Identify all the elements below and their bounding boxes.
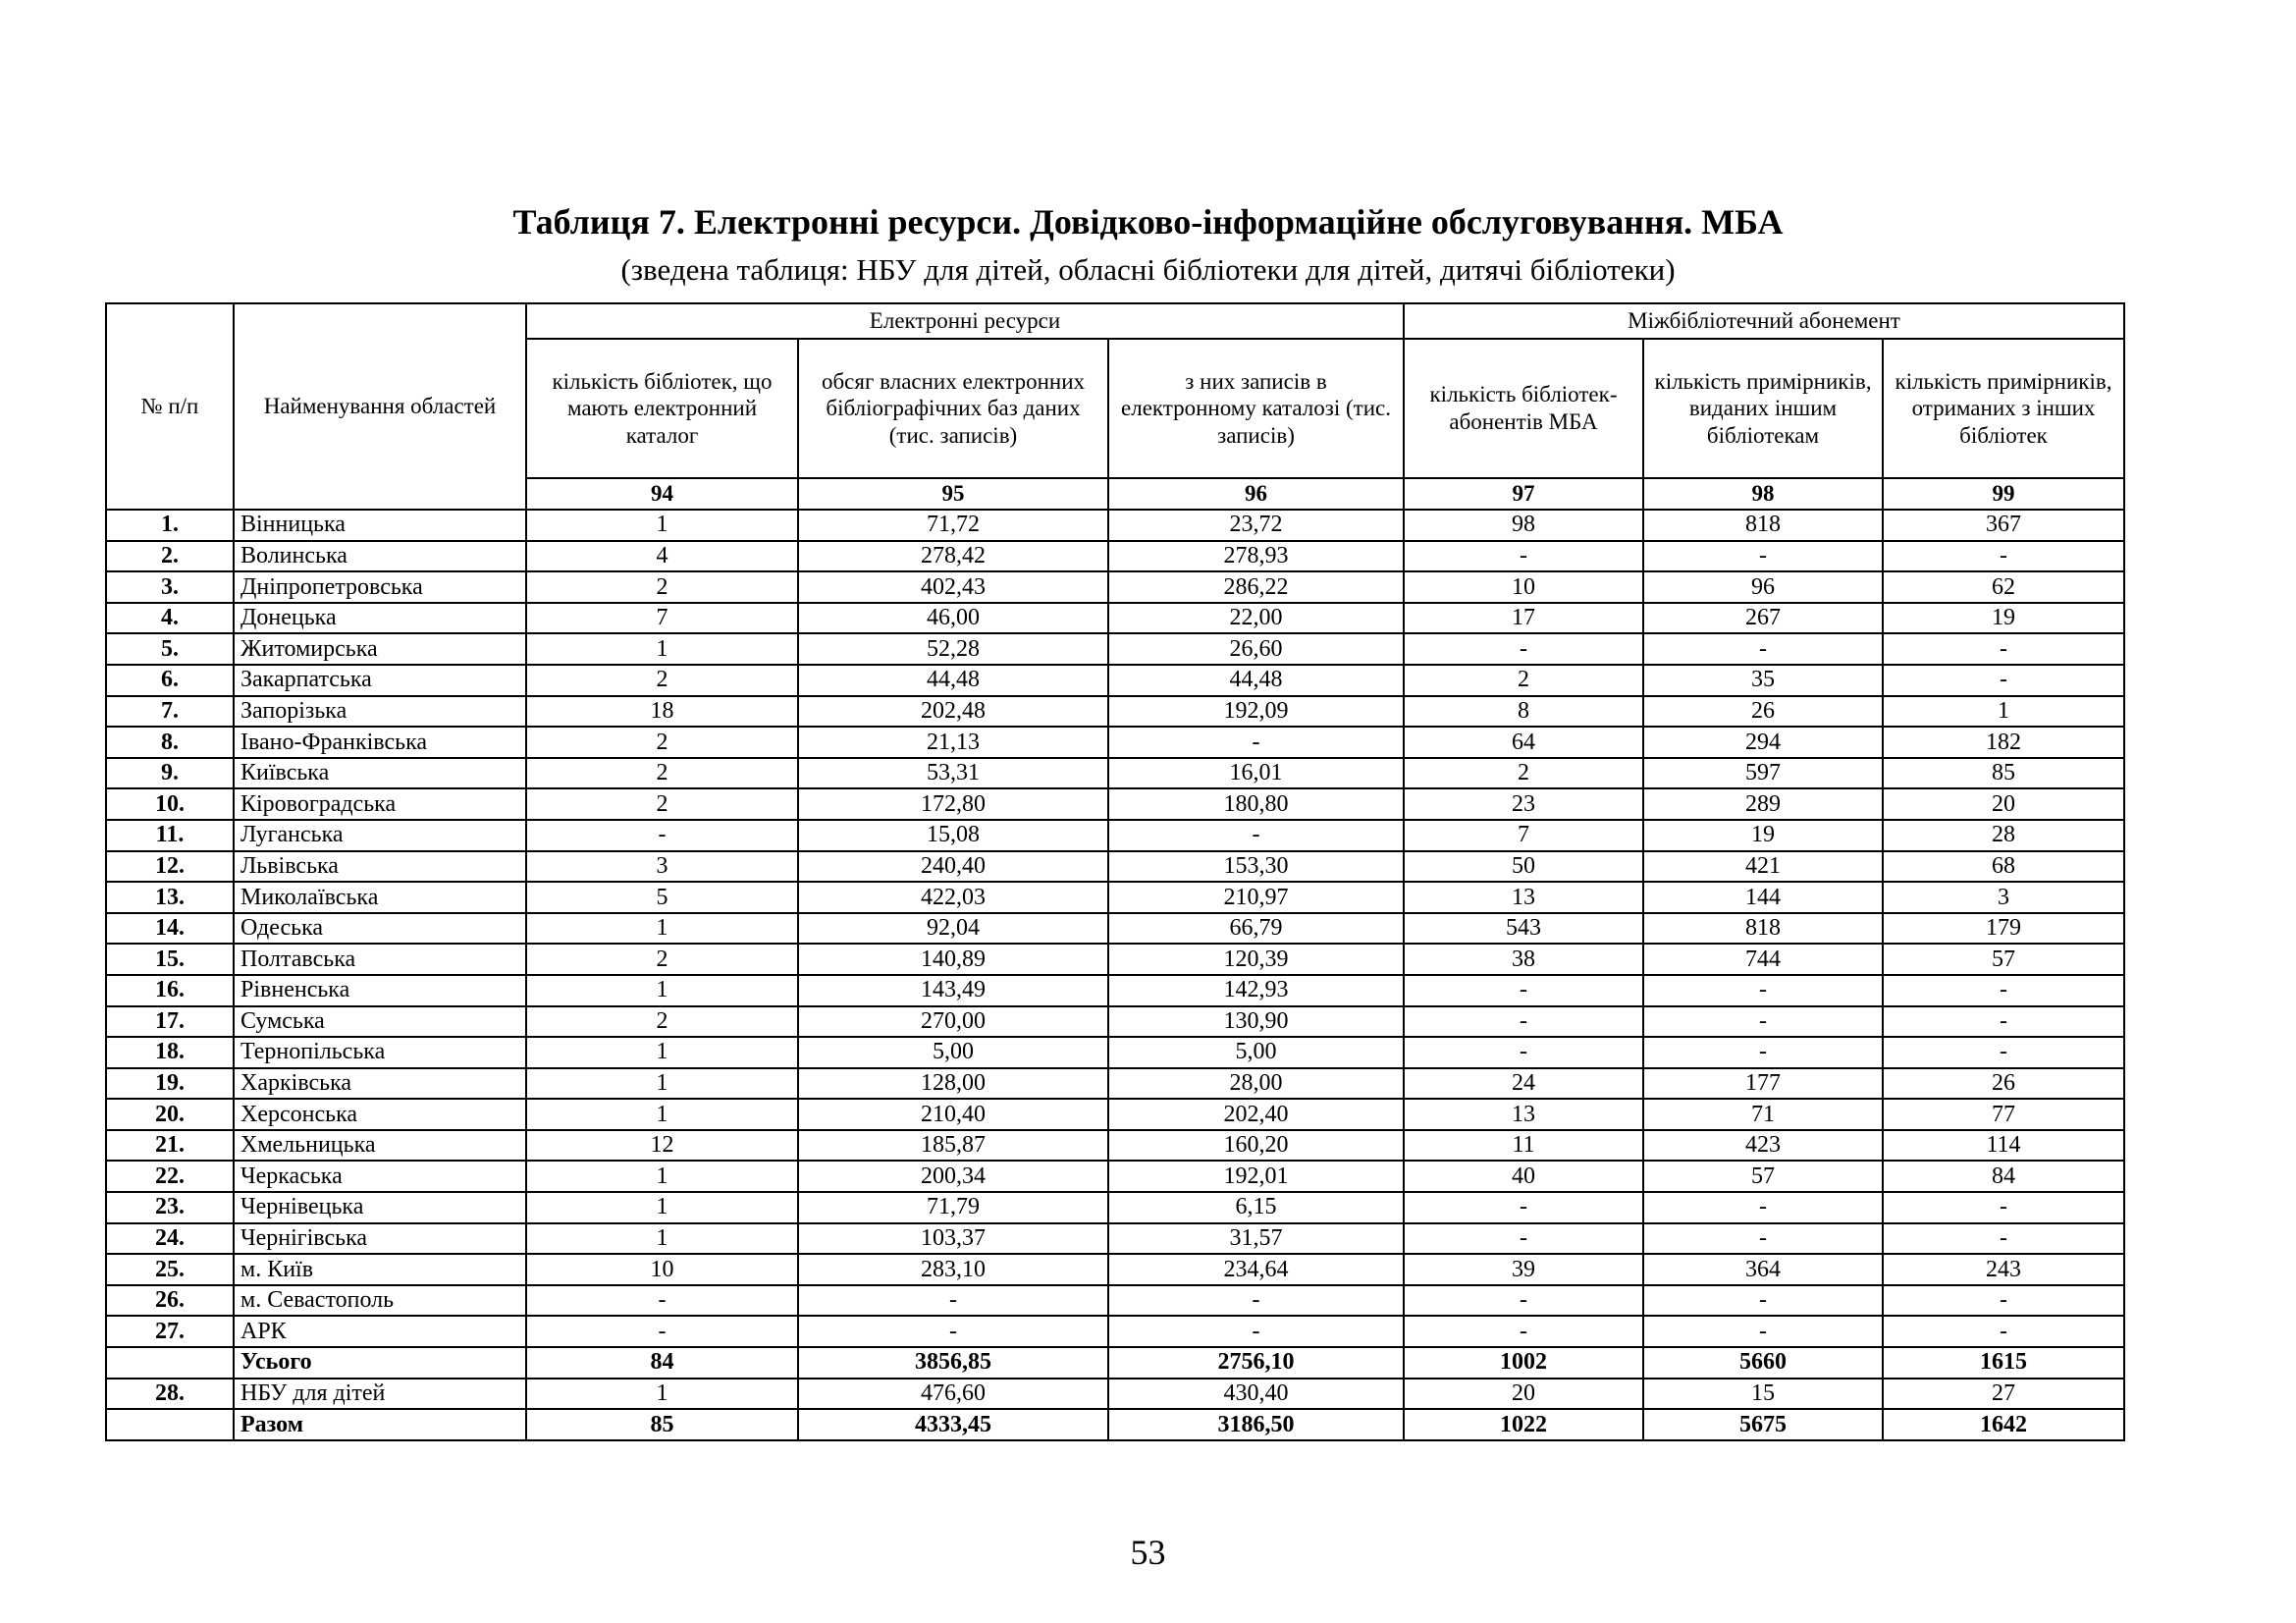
- value-cell: 270,00: [798, 1006, 1108, 1038]
- value-cell: -: [1883, 1192, 2124, 1223]
- header-col-4: кількість бібліотек-абонентів МБА: [1404, 339, 1643, 478]
- value-cell: 2: [526, 758, 798, 789]
- value-cell: 44,48: [798, 665, 1108, 696]
- value-cell: 4: [526, 541, 798, 572]
- value-cell: 71,72: [798, 510, 1108, 541]
- table-row: [106, 541, 2124, 572]
- header-col-number: 99: [1883, 478, 2124, 510]
- header-num: № п/п: [106, 303, 234, 510]
- value-cell: 5,00: [1108, 1037, 1404, 1068]
- value-cell: 402,43: [798, 571, 1108, 603]
- value-cell: 62: [1883, 571, 2124, 603]
- value-cell: 10: [526, 1254, 798, 1285]
- region-name: Чернігівська: [234, 1223, 526, 1255]
- value-cell: 57: [1883, 944, 2124, 975]
- region-name: Полтавська: [234, 944, 526, 975]
- value-cell: 64: [1404, 727, 1643, 758]
- value-cell: -: [1404, 1285, 1643, 1317]
- value-cell: 28: [1883, 820, 2124, 851]
- region-name: Миколаївська: [234, 882, 526, 913]
- value-cell: 17: [1404, 603, 1643, 634]
- value-cell: 19: [1883, 603, 2124, 634]
- value-cell: 13: [1404, 1099, 1643, 1130]
- value-cell: 20: [1883, 788, 2124, 820]
- table-row: [106, 1254, 2124, 1285]
- value-cell: 114: [1883, 1130, 2124, 1162]
- region-name: Разом: [234, 1409, 526, 1440]
- value-cell: 16,01: [1108, 758, 1404, 789]
- value-cell: 18: [526, 696, 798, 728]
- value-cell: 278,42: [798, 541, 1108, 572]
- value-cell: -: [526, 1316, 798, 1347]
- value-cell: 71,79: [798, 1192, 1108, 1223]
- value-cell: 3856,85: [798, 1347, 1108, 1379]
- header-group-electronic-resources: Електронні ресурси: [526, 303, 1404, 339]
- value-cell: 200,34: [798, 1161, 1108, 1192]
- row-number: 21.: [106, 1130, 234, 1162]
- value-cell: 5,00: [798, 1037, 1108, 1068]
- value-cell: 5675: [1643, 1409, 1883, 1440]
- value-cell: -: [1404, 1037, 1643, 1068]
- region-name: АРК: [234, 1316, 526, 1347]
- region-name: Вінницька: [234, 510, 526, 541]
- value-cell: 21,13: [798, 727, 1108, 758]
- value-cell: 11: [1404, 1130, 1643, 1162]
- value-cell: 192,01: [1108, 1161, 1404, 1192]
- value-cell: 23,72: [1108, 510, 1404, 541]
- table-row: [106, 1223, 2124, 1255]
- value-cell: 2: [526, 788, 798, 820]
- value-cell: 39: [1404, 1254, 1643, 1285]
- value-cell: 180,80: [1108, 788, 1404, 820]
- value-cell: 12: [526, 1130, 798, 1162]
- value-cell: 120,39: [1108, 944, 1404, 975]
- row-number: 4.: [106, 603, 234, 634]
- table-row: [106, 975, 2124, 1006]
- value-cell: 66,79: [1108, 913, 1404, 945]
- value-cell: 15: [1643, 1379, 1883, 1410]
- value-cell: 1: [526, 1037, 798, 1068]
- row-number: 13.: [106, 882, 234, 913]
- value-cell: -: [1883, 975, 2124, 1006]
- value-cell: 202,40: [1108, 1099, 1404, 1130]
- value-cell: -: [1643, 1006, 1883, 1038]
- value-cell: -: [1643, 633, 1883, 665]
- value-cell: 57: [1643, 1161, 1883, 1192]
- region-name: НБУ для дітей: [234, 1379, 526, 1410]
- value-cell: 50: [1404, 851, 1643, 883]
- row-number: 20.: [106, 1099, 234, 1130]
- value-cell: 5: [526, 882, 798, 913]
- value-cell: 243: [1883, 1254, 2124, 1285]
- value-cell: -: [1404, 1223, 1643, 1255]
- table-row: [106, 851, 2124, 883]
- value-cell: 84: [526, 1347, 798, 1379]
- value-cell: 84: [1883, 1161, 2124, 1192]
- value-cell: 289: [1643, 788, 1883, 820]
- value-cell: 240,40: [798, 851, 1108, 883]
- row-number: 14.: [106, 913, 234, 945]
- table-row: [106, 1285, 2124, 1317]
- value-cell: 422,03: [798, 882, 1108, 913]
- table-row: [106, 1099, 2124, 1130]
- table-row: [106, 603, 2124, 634]
- row-number: 15.: [106, 944, 234, 975]
- region-name: Закарпатська: [234, 665, 526, 696]
- value-cell: 7: [526, 603, 798, 634]
- value-cell: 27: [1883, 1379, 2124, 1410]
- table-row: [106, 1037, 2124, 1068]
- value-cell: -: [1883, 1285, 2124, 1317]
- value-cell: 92,04: [798, 913, 1108, 945]
- value-cell: -: [1883, 541, 2124, 572]
- value-cell: 423: [1643, 1130, 1883, 1162]
- value-cell: -: [1883, 633, 2124, 665]
- table-row: [106, 1379, 2124, 1410]
- value-cell: 22,00: [1108, 603, 1404, 634]
- value-cell: 4333,45: [798, 1409, 1108, 1440]
- table-row: [106, 633, 2124, 665]
- row-number: 8.: [106, 727, 234, 758]
- value-cell: 19: [1643, 820, 1883, 851]
- value-cell: 143,49: [798, 975, 1108, 1006]
- value-cell: 1: [526, 1223, 798, 1255]
- row-number: 2.: [106, 541, 234, 572]
- row-number: 7.: [106, 696, 234, 728]
- value-cell: 46,00: [798, 603, 1108, 634]
- row-number: 9.: [106, 758, 234, 789]
- value-cell: 98: [1404, 510, 1643, 541]
- region-name: Донецька: [234, 603, 526, 634]
- value-cell: 96: [1643, 571, 1883, 603]
- region-name: Запорізька: [234, 696, 526, 728]
- value-cell: 103,37: [798, 1223, 1108, 1255]
- value-cell: -: [1404, 1316, 1643, 1347]
- value-cell: 68: [1883, 851, 2124, 883]
- header-group-interlibrary-loan: Міжбібліотечний абонемент: [1404, 303, 2124, 339]
- page-number: 53: [1130, 1533, 1166, 1572]
- header-col-1: кількість бібліотек, що мають електронний каталог: [526, 339, 798, 478]
- table-row: [106, 1161, 2124, 1192]
- value-cell: -: [1643, 541, 1883, 572]
- value-cell: 77: [1883, 1099, 2124, 1130]
- value-cell: 10: [1404, 571, 1643, 603]
- region-name: Черкаська: [234, 1161, 526, 1192]
- header-col-3: з них записів в електронному каталозі (тис. записів): [1108, 339, 1404, 478]
- row-number: 18.: [106, 1037, 234, 1068]
- value-cell: 192,09: [1108, 696, 1404, 728]
- value-cell: 267: [1643, 603, 1883, 634]
- row-number: 23.: [106, 1192, 234, 1223]
- value-cell: 179: [1883, 913, 2124, 945]
- value-cell: 744: [1643, 944, 1883, 975]
- row-number: [106, 1347, 234, 1379]
- value-cell: -: [1643, 1316, 1883, 1347]
- region-name: Дніпропетровська: [234, 571, 526, 603]
- value-cell: 153,30: [1108, 851, 1404, 883]
- value-cell: 53,31: [798, 758, 1108, 789]
- table-row: [106, 820, 2124, 851]
- value-cell: -: [1643, 975, 1883, 1006]
- value-cell: -: [1643, 1037, 1883, 1068]
- region-name: Рівненська: [234, 975, 526, 1006]
- row-number: 27.: [106, 1316, 234, 1347]
- header-name: Найменування областей: [234, 303, 526, 510]
- value-cell: 283,10: [798, 1254, 1108, 1285]
- value-cell: 210,40: [798, 1099, 1108, 1130]
- value-cell: 3186,50: [1108, 1409, 1404, 1440]
- table-row: [106, 1006, 2124, 1038]
- value-cell: 2756,10: [1108, 1347, 1404, 1379]
- row-number: 5.: [106, 633, 234, 665]
- row-number: 19.: [106, 1068, 234, 1100]
- value-cell: 144: [1643, 882, 1883, 913]
- value-cell: 1: [526, 913, 798, 945]
- region-name: Житомирська: [234, 633, 526, 665]
- value-cell: -: [1404, 633, 1643, 665]
- value-cell: 7: [1404, 820, 1643, 851]
- value-cell: 5660: [1643, 1347, 1883, 1379]
- region-name: м. Севастополь: [234, 1285, 526, 1317]
- row-number: 12.: [106, 851, 234, 883]
- header-col-number: 97: [1404, 478, 1643, 510]
- value-cell: -: [1883, 665, 2124, 696]
- value-cell: 818: [1643, 510, 1883, 541]
- table-row: [106, 944, 2124, 975]
- value-cell: 597: [1643, 758, 1883, 789]
- value-cell: 172,80: [798, 788, 1108, 820]
- value-cell: 6,15: [1108, 1192, 1404, 1223]
- value-cell: 818: [1643, 913, 1883, 945]
- row-number: 28.: [106, 1379, 234, 1410]
- table-row: [106, 1130, 2124, 1162]
- table-row: [106, 1347, 2124, 1379]
- value-cell: 71: [1643, 1099, 1883, 1130]
- table-row: [106, 882, 2124, 913]
- value-cell: 44,48: [1108, 665, 1404, 696]
- region-name: Київська: [234, 758, 526, 789]
- value-cell: -: [1108, 1285, 1404, 1317]
- value-cell: 1615: [1883, 1347, 2124, 1379]
- value-cell: -: [1108, 820, 1404, 851]
- region-name: Сумська: [234, 1006, 526, 1038]
- value-cell: -: [1643, 1223, 1883, 1255]
- value-cell: -: [1643, 1285, 1883, 1317]
- value-cell: 2: [526, 665, 798, 696]
- value-cell: 13: [1404, 882, 1643, 913]
- value-cell: 294: [1643, 727, 1883, 758]
- region-name: Херсонська: [234, 1099, 526, 1130]
- value-cell: 23: [1404, 788, 1643, 820]
- value-cell: 1: [526, 1068, 798, 1100]
- row-number: 17.: [106, 1006, 234, 1038]
- value-cell: 24: [1404, 1068, 1643, 1100]
- table-row: [106, 665, 2124, 696]
- value-cell: 160,20: [1108, 1130, 1404, 1162]
- value-cell: 286,22: [1108, 571, 1404, 603]
- data-table: [105, 302, 2125, 1441]
- table-row: [106, 727, 2124, 758]
- value-cell: 28,00: [1108, 1068, 1404, 1100]
- header-col-5: кількість примірників, виданих іншим бібліотекам: [1643, 339, 1883, 478]
- value-cell: 2: [526, 571, 798, 603]
- row-number: 11.: [106, 820, 234, 851]
- value-cell: 1: [526, 1379, 798, 1410]
- value-cell: 26: [1883, 1068, 2124, 1100]
- row-number: 22.: [106, 1161, 234, 1192]
- value-cell: 177: [1643, 1068, 1883, 1100]
- value-cell: 2: [1404, 758, 1643, 789]
- region-name: м. Київ: [234, 1254, 526, 1285]
- value-cell: 202,48: [798, 696, 1108, 728]
- value-cell: 52,28: [798, 633, 1108, 665]
- value-cell: -: [1404, 975, 1643, 1006]
- region-name: Одеська: [234, 913, 526, 945]
- table-row: [106, 758, 2124, 789]
- value-cell: 38: [1404, 944, 1643, 975]
- value-cell: 140,89: [798, 944, 1108, 975]
- value-cell: 2: [526, 944, 798, 975]
- value-cell: 20: [1404, 1379, 1643, 1410]
- table-row: [106, 1192, 2124, 1223]
- value-cell: 26: [1643, 696, 1883, 728]
- value-cell: 3: [526, 851, 798, 883]
- region-name: Луганська: [234, 820, 526, 851]
- header-col-number: 98: [1643, 478, 1883, 510]
- value-cell: 430,40: [1108, 1379, 1404, 1410]
- header-col-2: обсяг власних електронних бібліографічних баз даних (тис. записів): [798, 339, 1108, 478]
- value-cell: 421: [1643, 851, 1883, 883]
- value-cell: 2: [526, 727, 798, 758]
- value-cell: 210,97: [1108, 882, 1404, 913]
- value-cell: 1: [1883, 696, 2124, 728]
- value-cell: -: [526, 1285, 798, 1317]
- value-cell: 1: [526, 633, 798, 665]
- region-name: Усього: [234, 1347, 526, 1379]
- region-name: Тернопільська: [234, 1037, 526, 1068]
- table-row: [106, 1316, 2124, 1347]
- value-cell: -: [526, 820, 798, 851]
- value-cell: 1: [526, 975, 798, 1006]
- region-name: Чернівецька: [234, 1192, 526, 1223]
- table-row: [106, 1068, 2124, 1100]
- table-row: [106, 1409, 2124, 1440]
- value-cell: -: [798, 1285, 1108, 1317]
- value-cell: -: [1883, 1223, 2124, 1255]
- row-number: 24.: [106, 1223, 234, 1255]
- value-cell: 278,93: [1108, 541, 1404, 572]
- value-cell: 142,93: [1108, 975, 1404, 1006]
- value-cell: 1: [526, 1161, 798, 1192]
- value-cell: 182: [1883, 727, 2124, 758]
- value-cell: 2: [1404, 665, 1643, 696]
- row-number: 16.: [106, 975, 234, 1006]
- table-row: [106, 510, 2124, 541]
- region-name: Івано-Франківська: [234, 727, 526, 758]
- table-row: [106, 788, 2124, 820]
- row-number: 25.: [106, 1254, 234, 1285]
- value-cell: 476,60: [798, 1379, 1108, 1410]
- header-col-number: 94: [526, 478, 798, 510]
- row-number: 1.: [106, 510, 234, 541]
- table-row: [106, 696, 2124, 728]
- region-name: Волинська: [234, 541, 526, 572]
- value-cell: 130,90: [1108, 1006, 1404, 1038]
- value-cell: 31,57: [1108, 1223, 1404, 1255]
- value-cell: -: [1883, 1006, 2124, 1038]
- value-cell: 35: [1643, 665, 1883, 696]
- value-cell: 2: [526, 1006, 798, 1038]
- value-cell: -: [1108, 727, 1404, 758]
- header-col-6: кількість примірників, отриманих з інших бібліотек: [1883, 339, 2124, 478]
- value-cell: 15,08: [798, 820, 1108, 851]
- value-cell: 367: [1883, 510, 2124, 541]
- region-name: Харківська: [234, 1068, 526, 1100]
- value-cell: 1002: [1404, 1347, 1643, 1379]
- value-cell: 1642: [1883, 1409, 2124, 1440]
- value-cell: 234,64: [1108, 1254, 1404, 1285]
- row-number: 6.: [106, 665, 234, 696]
- table-title: Таблиця 7. Електронні ресурси. Довідково-інформаційне обслуговування. МБА: [512, 202, 1784, 242]
- value-cell: -: [798, 1316, 1108, 1347]
- value-cell: -: [1404, 541, 1643, 572]
- value-cell: 3: [1883, 882, 2124, 913]
- value-cell: -: [1108, 1316, 1404, 1347]
- value-cell: 40: [1404, 1161, 1643, 1192]
- header-col-number: 95: [798, 478, 1108, 510]
- value-cell: 85: [526, 1409, 798, 1440]
- value-cell: 185,87: [798, 1130, 1108, 1162]
- value-cell: 364: [1643, 1254, 1883, 1285]
- row-number: 10.: [106, 788, 234, 820]
- row-number: [106, 1409, 234, 1440]
- region-name: Хмельницька: [234, 1130, 526, 1162]
- value-cell: 543: [1404, 913, 1643, 945]
- value-cell: 1022: [1404, 1409, 1643, 1440]
- value-cell: 1: [526, 510, 798, 541]
- value-cell: -: [1883, 1316, 2124, 1347]
- value-cell: -: [1643, 1192, 1883, 1223]
- header-col-number: 96: [1108, 478, 1404, 510]
- value-cell: 1: [526, 1192, 798, 1223]
- row-number: 3.: [106, 571, 234, 603]
- region-name: Кіровоградська: [234, 788, 526, 820]
- value-cell: -: [1404, 1006, 1643, 1038]
- value-cell: 26,60: [1108, 633, 1404, 665]
- table-subtitle: (зведена таблиця: НБУ для дітей, обласні бібліотеки для дітей, дитячі бібліотеки): [620, 252, 1676, 287]
- table-row: [106, 571, 2124, 603]
- region-name: Львівська: [234, 851, 526, 883]
- value-cell: 85: [1883, 758, 2124, 789]
- row-number: 26.: [106, 1285, 234, 1317]
- value-cell: 8: [1404, 696, 1643, 728]
- value-cell: 128,00: [798, 1068, 1108, 1100]
- value-cell: 1: [526, 1099, 798, 1130]
- value-cell: -: [1883, 1037, 2124, 1068]
- value-cell: -: [1404, 1192, 1643, 1223]
- table-row: [106, 913, 2124, 945]
